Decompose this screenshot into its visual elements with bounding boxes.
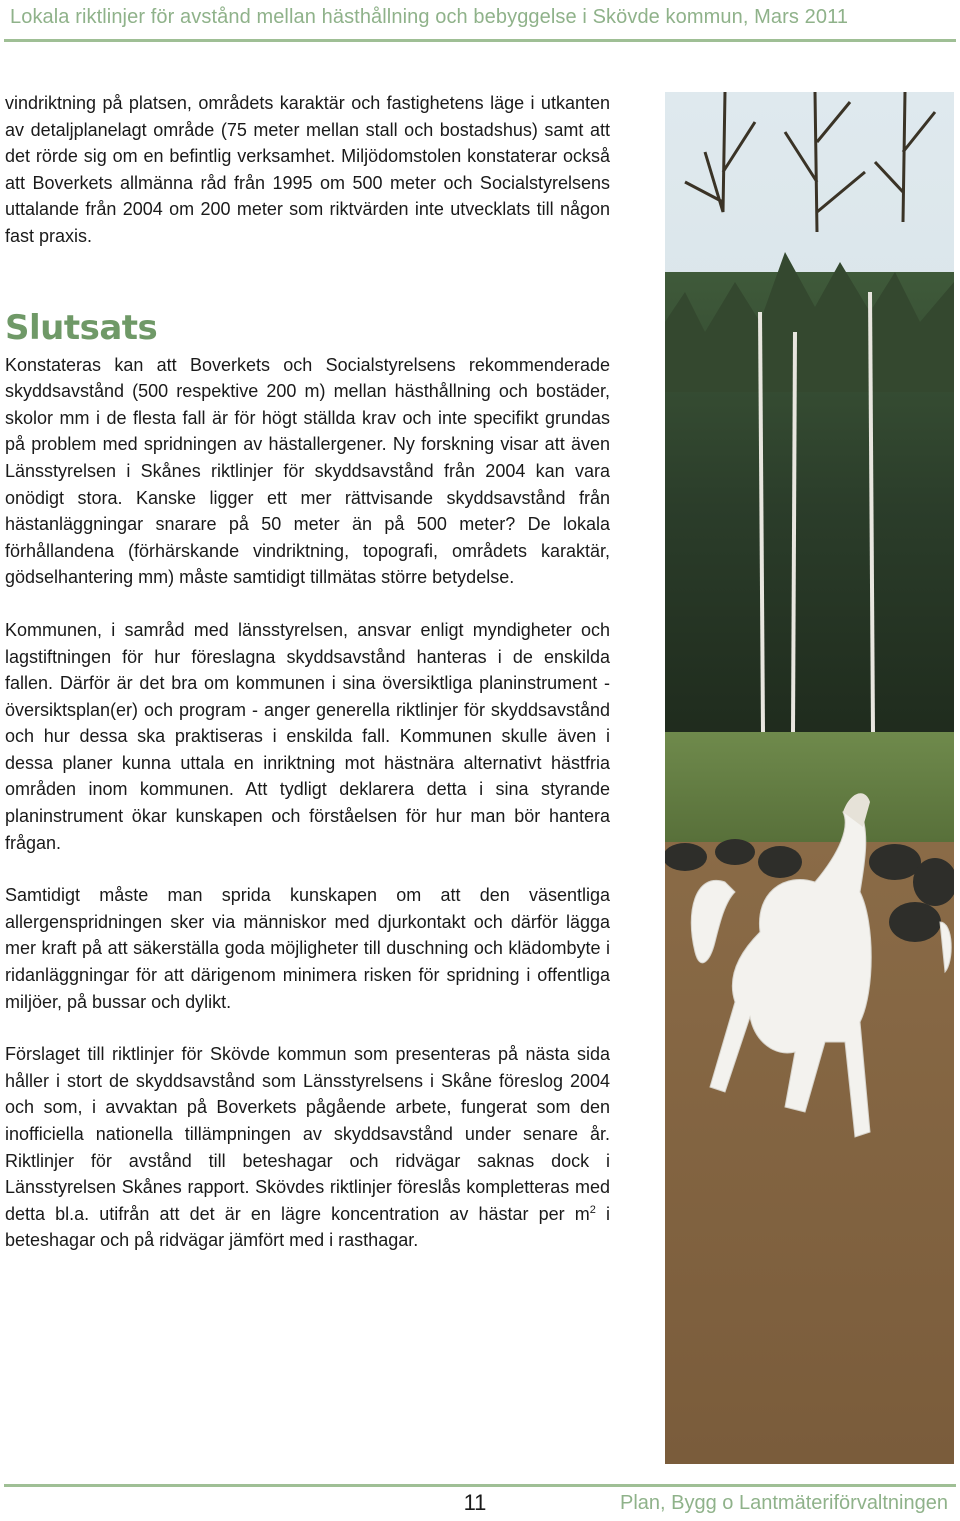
section-heading: Slutsats [5,307,158,348]
paragraph-4-text: Förslaget till riktlinjer för Skövde kommun som presenteras på nästa sida håller i stort de skyddsavstånd som Länsstyrelsens i Skåne föreslog 2004 och som, i avvaktan på Boverkets pågående arbete, fungerat som den inofficiella nationella tillämpningen av skyddsavstånd under senare år. Riktlinjer för avstånd till beteshagar och ridvägar saknas dock i Länsstyrelsen Skånes rapport. Skövdes riktlinjer föreslås kompletteras med detta bl.a. utifrån att det är en lägre koncentration av hästar per m [5,1044,610,1224]
footer-organization: Plan, Bygg o Lantmäteriförvaltningen [620,1492,948,1514]
conclusion-paragraph-3: Samtidigt måste man sprida kunskapen om att den väsentliga allergenspridningen sker via människor med djurkontakt och därför lägga mer kraft på att säkerställa goda möjligheter till duschning och klädombyte i ridanläggningar för att därigenom minimera risken för spridning i offentliga miljöer, på bussar och dylikt. [5,885,610,1012]
header-divider [4,39,956,42]
superscript-two: 2 [589,1203,596,1216]
conclusion-paragraph-2: Kommunen, i samråd med länsstyrelsen, ansvar enligt myndigheter och lagstiftningen för hur föreslagna skyddsavstånd hanteras i de enskilda fallen. Därför är det bra om kommunen i sina översiktliga planinstrument - översiktsplan(er) och program - anger generella riktlinjer för skyddsavstånd och hur dessa ska praktiseras i enskilda fall. Kommunen skulle även i dessa planer kunna uttala en inriktning mot hästnära alternativt hästfria områden inom kommunen. Att tydligt deklarera detta i sina styrande planinstrument ökar kunskapen och förståelsen för hur man bör hantera frågan. [5,619,610,853]
main-text-column [5,90,610,1254]
page-header [0,0,960,44]
conclusion-paragraph-4 [5,1041,610,1254]
white-horse-photo [665,92,954,1464]
page-number: 11 [463,1490,487,1515]
conclusion-paragraph-1: Konstateras kan att Boverkets och Socialstyrelsens rekommenderade skyddsavstånd (500 respektive 200 m) mellan hästhållning och bostäder, skolor mm i de flesta fall är för högt ställda krav och inte specifikt grundas på problem med spridningen av hästallergener. Ny forskning visar att även Länsstyrelsen i Skånes riktlinjer för skyddsavstånd från 2004 kan vara onödigt stora. Kanske ligger ett mer rättvisande skyddsavstånd från hästanläggningar snarare på 50 meter än på 500 meter? De lokala förhållandena (förhärskande vindriktning, topografi, områdets karaktär, gödselhantering mm) måste samtidigt tillmätas större betydelse. [5,354,610,588]
intro-paragraph: vindriktning på platsen, områdets karaktär och fastighetens läge i utkanten av detaljplanelagt område (75 meter mellan stall och bostadshus) samt att det rörde sig om en befintlig verksamhet. Miljödomstolen konstaterar också att Boverkets allmänna råd från 1995 om 500 meter och Socialstyrelsens uttalande från 2004 om 200 meter som riktvärden inte utvecklats till någon fast praxis. [5,93,610,246]
footer-divider [4,1484,956,1487]
horse-photo-illustration [665,92,954,1464]
paragraph-4-text-end: i beteshagar och på ridvägar jämfört med i rasthagar. [5,1203,610,1251]
document-title: Lokala riktlinjer för avstånd mellan hästhållning och bebyggelse i Skövde kommun, Mars 2011 [10,6,849,28]
